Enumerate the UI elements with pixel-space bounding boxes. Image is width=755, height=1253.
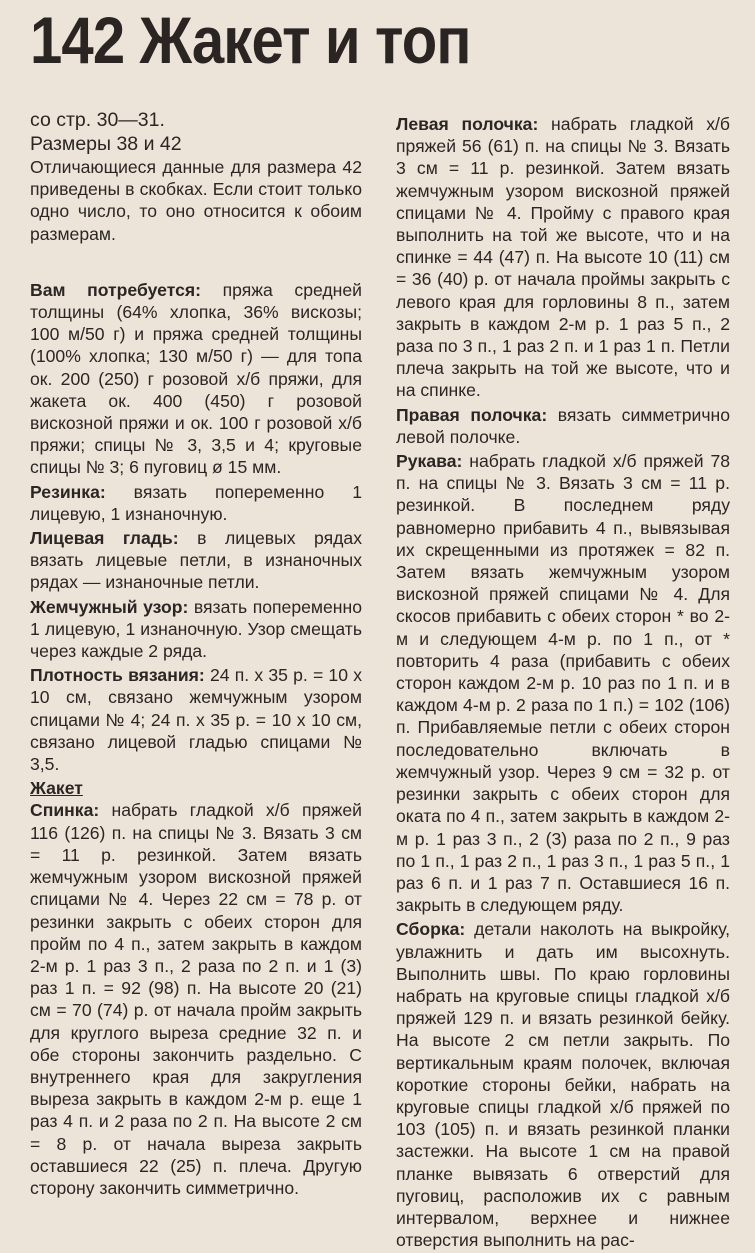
gauge-paragraph <box>30 664 362 775</box>
assembly-paragraph <box>396 918 730 1251</box>
gauge-text: 24 п. x 35 р. = 10 x 10 см, связано жемчужным узором спицами № 4; 24 п. x 35 р. = 10 x 10 см, связано лицевой гладью спицами № 3,5. <box>30 665 362 775</box>
back-text: набрать гладкой х/б пряжей 116 (126) п. на спицы № 3. Вязать 3 см = 11 р. резинкой. Затем вязать жемчужным узором вискозной пряжей спицами № 4. Через 22 см = 78 р. от резинки закрыть с обеих сторон для пройм по 4 п., затем закрыть в каждом 2-м р. 1 раз 3 п., 2 раза по 2 п. и 1 (3) раз 1 п. = 92 (98) п. На высоте 20 (21) см = 70 (74) р. от начала пройм закрыть для круглого выреза средние 32 п. и обе стороны закончить раздельно. С внутреннего края для закругления выреза закрыть в каждом 2-м р. еще 1 раз 4 п. и 2 раза по 2 п. На высоте 2 см = 8 р. от начала выреза закрыть оставшиеся 22 (25) п. плеча. Другую сторону закончить симметрично. <box>30 800 363 1198</box>
right-front-heading: Правая полочка: <box>396 404 548 425</box>
stockinette-heading: Лицевая гладь: <box>30 528 179 549</box>
right-column <box>396 113 730 1253</box>
materials-heading: Вам потребуется: <box>30 279 201 300</box>
materials-text: пряжа средней толщины (64% хлопка, 36% вискозы; 100 м/50 г) и пряжа средней толщины (100% хлопка; 130 м/50 г) — для топа ок. 200 (250) г розовой х/б пряжи, для жакета ок. 400 (450) г розовой вискозной пряжи и ок. 100 г розовой х/б пряжи; спицы № 3, 3,5 и 4; круговые спицы № 3; 6 пуговиц ø 15 мм. <box>30 279 362 478</box>
source-reference: со стр. 30—31. <box>30 109 165 131</box>
rib-paragraph <box>30 481 362 525</box>
right-front-paragraph <box>396 404 730 448</box>
left-front-heading: Левая полочка: <box>396 114 539 134</box>
left-front-text: набрать гладкой х/б пряжей 56 (61) п. на спицы № 3. Вязать 3 см = 11 р. резинкой. Затем вязать жемчужным узором вискозной пряжей спицами № 4. Пройму с правого края выполнить на той же высоте, что и на спинке = 44 (47) п. На высоте 10 (11) см = 36 (40) р. от начала проймы закрыть с левого края для горловины 8 п., затем закрыть в каждом 2-м р. 1 раз 5 п., 2 раза по 3 п., 1 раз 2 п. и 1 раз 1 п. Петли плеча закрыть на той же высоте, что и на спинке. <box>396 114 730 401</box>
seed-stitch-text: вязать попеременно 1 лицевую, 1 изнаночную. Узор смещать через каждые 2 ряда. <box>30 596 362 662</box>
sleeves-text: набрать гладкой х/б пряжей 78 п. на спицы № 3. Вязать 3 см = 11 р. резинкой. В последнем ряду равномерно прибавить 4 п., вывязывая их скрещенными из протяжек = 82 п. Затем вязать жемчужным узором вискозной пряжей спицами № 4. Для скосов прибавить с обеих сторон * во 2-м и следующем 4-м р. по 1 п., от * повторить 4 раза (прибавить с обеих сторон каждом 2-м р. 10 раз по 1 п. и в каждом 4-м р. 2 раза по 1 п.) = 102 (106) п. Прибавляемые петли с обеих сторон последовательно включать в жемчужный узор. Через 9 см = 32 р. от резинки закрыть с обеих сторон для оката по 4 п., затем закрыть в каждом 2-м р. 1 раз 3 п., 2 (3) раза по 2 п., 9 раз по 1 п., 1 раз 2 п., 1 раз 3 п., 1 раз 5 п., 1 раз 6 п. и 1 раз 7 п. Оставшиеся 16 п. закрыть в следующем ряду. <box>396 451 731 916</box>
jacket-heading: Жакет <box>30 778 83 799</box>
sizes-line: Размеры 38 и 42 <box>30 133 182 155</box>
sleeves-paragraph <box>396 450 730 916</box>
back-paragraph <box>30 799 362 1199</box>
seed-stitch-paragraph <box>30 596 362 663</box>
rib-heading: Резинка: <box>30 481 106 502</box>
rib-text: вязать попеременно 1 лицевую, 1 изнаночную. <box>30 481 363 524</box>
right-front-text: вязать симметрично левой полочке. <box>396 404 731 447</box>
assembly-heading: Сборка: <box>396 919 466 940</box>
stockinette-text: в лицевых рядах вязать лицевые петли, в изнаночных рядах — изнаночные петли. <box>30 528 362 593</box>
sleeves-heading: Рукава: <box>396 451 463 472</box>
stockinette-paragraph <box>30 527 362 594</box>
page-title: 142 Жакет и топ <box>30 3 471 77</box>
left-front-paragraph <box>396 113 730 402</box>
assembly-text: детали наколоть на выкройку, увлажнить и дать им высохнуть. Выполнить швы. По краю горловины набрать на круговые спицы гладкой х/б пряжей 129 п. и вязать резинкой бейку. На высоте 2 см петли закрыть. По вертикальным краям полочек, включая короткие стороны бейки, набрать на круговые спицы гладкой х/б пряжей по 103 (105) п. и вязать резинкой планки застежки. На высоте 1 см на правой планке вывязать 6 отверстий для пуговиц, расположив их с равным интервалом, верхнее и нижнее отверстия выполнить на рас- <box>396 919 731 1251</box>
gauge-heading: Плотность вязания: <box>30 665 205 686</box>
seed-stitch-heading: Жемчужный узор: <box>30 596 189 617</box>
size-note: Отличающиеся данные для размера 42 приведены в скобках. Если стоит только одно число, то оно относится к обоим размерам. <box>30 157 362 244</box>
materials-paragraph <box>30 279 362 479</box>
back-heading: Спинка: <box>30 800 100 821</box>
left-column <box>30 108 362 1201</box>
